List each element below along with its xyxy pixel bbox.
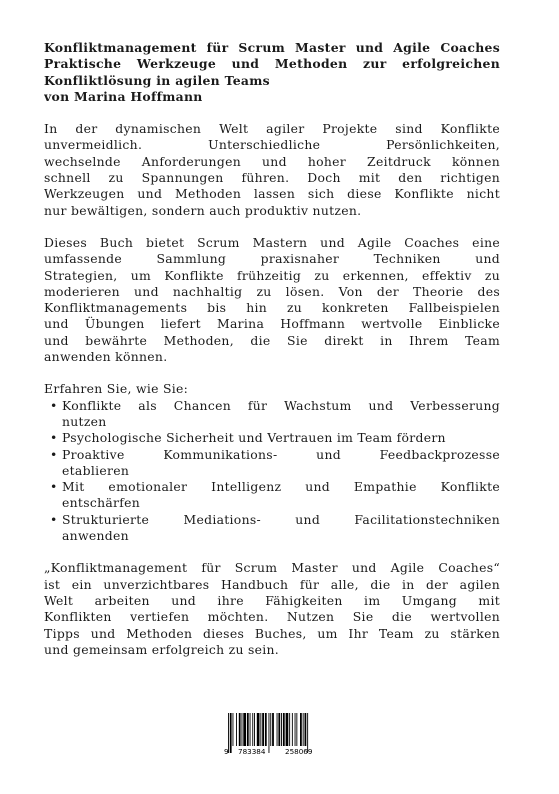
list-item (44, 447, 500, 480)
description-line: Konfliktmanagements bis hin zu konkreten Fallbeispielen (44, 300, 500, 316)
closing-line: und gemeinsam erfolgreich zu sein. (44, 641, 280, 657)
closing-line: „Konfliktmanagement für Scrum Master und Agile Coaches“ (44, 560, 500, 576)
book-subtitle-line-1: Praktische Werkzeuge und Methoden zur erfolgreichen (44, 56, 500, 72)
list-item (44, 398, 500, 431)
isbn-group-right: 258069 (285, 747, 313, 756)
description-line: moderieren und nachhaltig zu lösen. Von der Theorie des (44, 283, 500, 299)
header-block (44, 40, 500, 105)
intro-line: unvermeidlich. Unterschiedliche Persönlichkeiten, (44, 137, 500, 153)
intro-paragraph (44, 121, 500, 219)
description-line: umfassende Sammlung praxisnaher Techniken und (44, 251, 500, 267)
learn-heading: Erfahren Sie, wie Sie: (44, 381, 189, 397)
intro-line: In der dynamischen Welt agiler Projekte sind Konflikte (44, 121, 500, 137)
closing-paragraph (44, 560, 500, 658)
list-item-text: entschärfen (62, 495, 141, 511)
closing-line: Welt arbeiten und ihre Fähigkeiten im Umgang mit (44, 592, 500, 608)
benefits-list (44, 398, 500, 545)
list-item-text: Psychologische Sicherheit und Vertrauen im Team fördern (62, 430, 446, 446)
bullet-icon: • (50, 430, 58, 446)
list-item-text: Mit emotionaler Intelligenz und Empathie Konflikte (62, 479, 500, 495)
description-line: Strategien, um Konflikte frühzeitig zu erkennen, effektiv zu (44, 267, 500, 283)
list-item-text: Strukturierte Mediations- und Facilitationstechniken (62, 511, 500, 527)
intro-line: nur bewältigen, sondern auch produktiv nutzen. (44, 202, 362, 218)
description-paragraph (44, 235, 500, 365)
list-item (44, 512, 500, 545)
book-subtitle-line-2: Konfliktlösung in agilen Teams (44, 72, 270, 88)
description-line: anwenden können. (44, 349, 168, 365)
author-line: von Marina Hoffmann (44, 88, 203, 104)
back-cover-text (44, 40, 500, 658)
list-item-text: Proaktive Kommunikations- und Feedbackprozesse (62, 446, 500, 462)
isbn-group-left: 783384 (238, 747, 266, 756)
closing-line: ist ein unverzichtbares Handbuch für alle, die in der agilen (44, 576, 500, 592)
list-item (44, 430, 500, 446)
closing-line: Konflikten vertiefen möchten. Nutzen Sie die wertvollen (44, 609, 500, 625)
list-item-text: etablieren (62, 462, 130, 478)
learn-section (44, 381, 500, 544)
bullet-icon: • (50, 511, 58, 527)
intro-line: wechselnde Anforderungen und hoher Zeitdruck können (44, 153, 500, 169)
intro-line: schnell zu Spannungen führen. Doch mit den richtigen (44, 170, 500, 186)
bullet-icon: • (50, 479, 58, 495)
intro-line: Werkzeugen und Methoden lassen sich diese Konflikte nicht (44, 186, 500, 202)
book-title: Konfliktmanagement für Scrum Master und Agile Coaches (44, 40, 500, 55)
list-item-text: anwenden (62, 528, 129, 544)
description-line: Dieses Buch bietet Scrum Mastern und Agile Coaches eine (44, 234, 500, 250)
bullet-icon: • (50, 397, 58, 413)
description-line: und Übungen liefert Marina Hoffmann wertvolle Einblicke (44, 316, 500, 332)
list-item-text: Konflikte als Chancen für Wachstum und Verbesserung (62, 397, 500, 413)
bullet-icon: • (50, 446, 58, 462)
list-item-text: nutzen (62, 413, 107, 429)
description-line: und bewährte Methoden, die Sie direkt in Ihrem Team (44, 332, 500, 348)
closing-line: Tipps und Methoden dieses Buches, um Ihr Team zu stärken (44, 625, 500, 641)
list-item (44, 479, 500, 512)
isbn-first-digit: 9 (224, 747, 229, 756)
